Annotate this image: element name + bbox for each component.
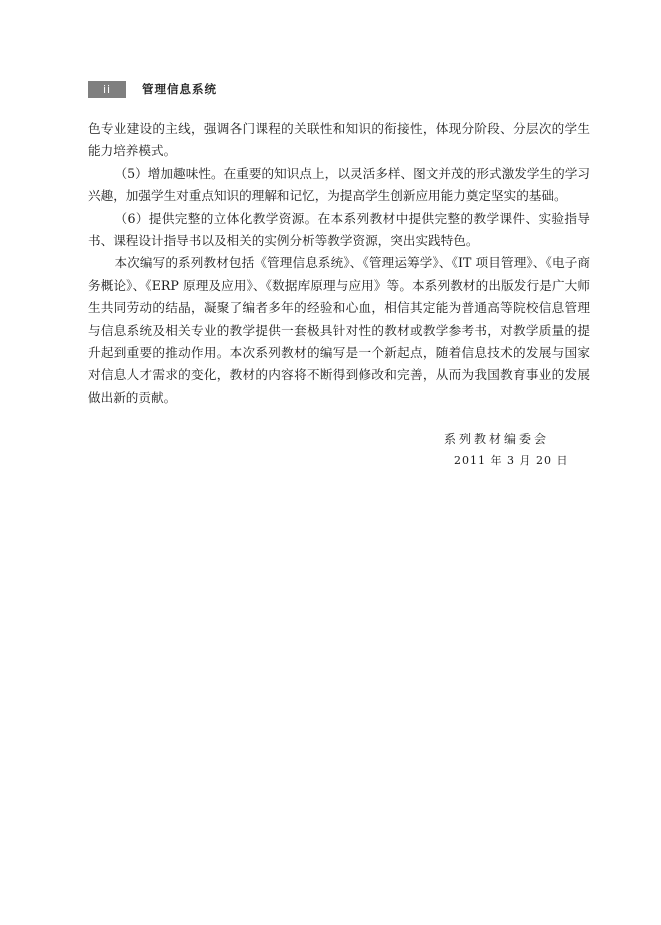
signature-date: 2011 年 3 月 20 日 [454,454,569,467]
running-title: 管理信息系统 [142,82,217,96]
page-number-badge: ii [88,81,126,98]
paragraph-series-summary: 本次编写的系列教材包括《管理信息系统》、《管理运筹学》、《IT 项目管理》、《电子商务概论》、《ERP 原理及应用》、《数据库原理与应用》等。本系列教材的出版发行是广大师生共同劳动的结晶，凝聚了编者多年的经验和心血，相信其定能为普通高等院校信息管理与信息系统及相关专业的教学提供一套极具针对性的教材或教学参考书，对教学质量的提升起到重要的推动作用。本次系列教材的编写是一个新起点，随着信息技术的发展与国家对信息人才需求的变化，教材的内容将不断得到修改和完善，从而为我国教育事业的发展做出新的贡献。 [88,255,590,405]
paragraph-item-6: （6）提供完整的立体化教学资源。在本系列教材中提供完整的教学课件、实验指导书、课程设计指导书以及相关的实例分析等教学资源，突出实践特色。 [88,210,590,249]
preface-body [88,118,590,409]
paragraph-item-5: （5）增加趣味性。在重要的知识点上，以灵活多样、图文并茂的形式激发学生的学习兴趣，加强学生对重点知识的理解和记忆，为提高学生创新应用能力奠定坚实的基础。 [88,165,590,204]
signature-block [444,428,568,472]
paragraph-continuation: 色专业建设的主线，强调各门课程的关联性和知识的衔接性，体现分阶段、分层次的学生能力培养模式。 [88,121,590,159]
signature-organization: 系列教材编委会 [444,432,550,446]
page-header [88,80,217,98]
